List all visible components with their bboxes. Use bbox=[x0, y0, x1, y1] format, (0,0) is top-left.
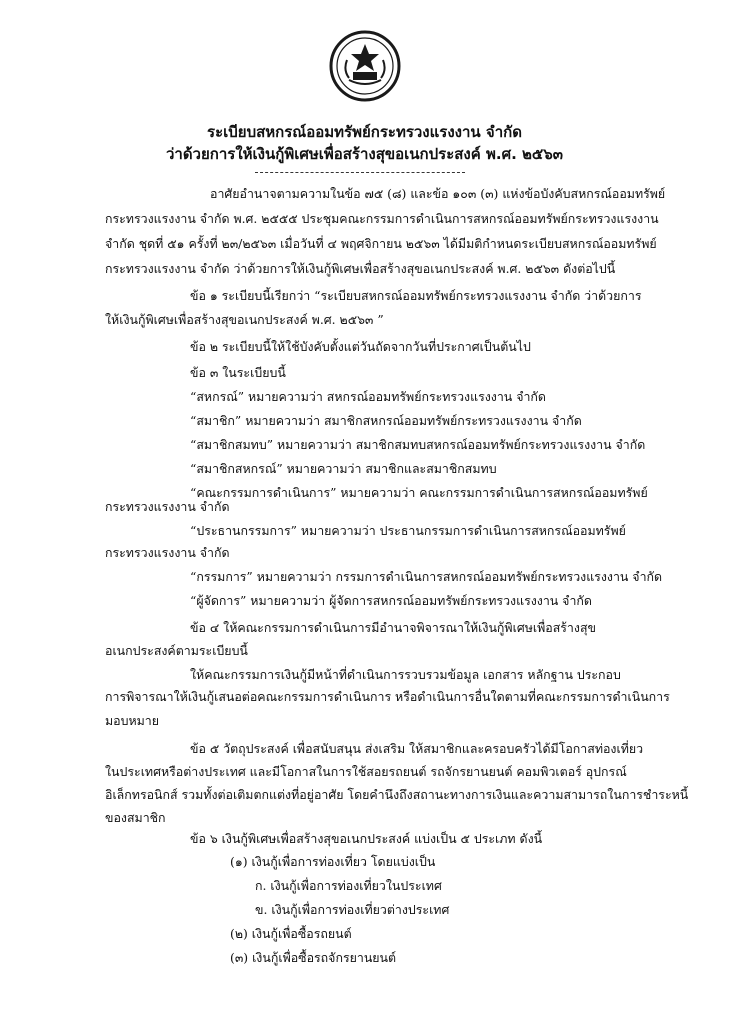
clause-4-line: ให้คณะกรรมการเงินกู้มีหน้าที่ดำเนินการรวบรวมข้อมูล เอกสาร หลักฐาน ประกอบ bbox=[190, 667, 621, 682]
clause-5-line: อิเล็กทรอนิกส์ รวมทั้งต่อเติมตกแต่งที่อยู่อาศัย โดยคำนึงถึงสถานะทางการเงินและความสามารถในการชำระหนี้ bbox=[105, 787, 689, 802]
definition-line: “คณะกรรมการดำเนินการ” หมายความว่า คณะกรรมการดำเนินการสหกรณ์ออมทรัพย์ bbox=[190, 485, 648, 500]
clause-6-heading: ข้อ ๖ เงินกู้พิเศษเพื่อสร้างสุขอเนกประสงค์ แบ่งเป็น ๕ ประเภท ดังนี้ bbox=[190, 831, 543, 846]
page-subtitle: ว่าด้วยการให้เงินกู้พิเศษเพื่อสร้างสุขอเนกประสงค์ พ.ศ. ๒๕๖๓ bbox=[165, 145, 564, 163]
clause-5-line: ของสมาชิก bbox=[105, 810, 166, 825]
clause-2-line: ข้อ ๒ ระเบียบนี้ให้ใช้บังคับตั้งแต่วันถัดจากวันที่ประกาศเป็นต้นไป bbox=[190, 339, 531, 354]
definition-line: “สหกรณ์” หมายความว่า สหกรณ์ออมทรัพย์กระทรวงแรงงาน จำกัด bbox=[190, 389, 546, 404]
clause-4-line: อเนกประสงค์ตามระเบียบนี้ bbox=[105, 643, 248, 658]
clause-6-item: (๓) เงินกู้เพื่อซื้อรถจักรยานยนต์ bbox=[230, 950, 397, 965]
clause-6-subitem: ก. เงินกู้เพื่อการท่องเที่ยวในประเทศ bbox=[255, 878, 442, 893]
clause-6-item: (๑) เงินกู้เพื่อการท่องเที่ยว โดยแบ่งเป็น bbox=[230, 854, 436, 869]
title-divider bbox=[255, 172, 465, 173]
clause-1-line: ข้อ ๑ ระเบียบนี้เรียกว่า “ระเบียบสหกรณ์ออมทรัพย์กระทรวงแรงงาน จำกัด ว่าด้วยการ bbox=[190, 288, 642, 303]
clause-5-line: ในประเทศหรือต่างประเทศ และมีโอกาสในการใช้สอยรถยนต์ รถจักรยานยนต์ คอมพิวเตอร์ อุปกรณ์ bbox=[105, 764, 627, 779]
clause-5-line: ข้อ ๕ วัตถุประสงค์ เพื่อสนับสนุน ส่งเสริม ให้สมาชิกและครอบครัวได้มีโอกาสท่องเที่ยว bbox=[190, 741, 644, 756]
definition-line: “สมาชิก” หมายความว่า สมาชิกสหกรณ์ออมทรัพย์กระทรวงแรงงาน จำกัด bbox=[190, 413, 582, 428]
page-title: ระเบียบสหกรณ์ออมทรัพย์กระทรวงแรงงาน จำกัด bbox=[207, 123, 522, 141]
preamble-line: อาศัยอำนาจตามความในข้อ ๗๕ (๘) และข้อ ๑๐๓ (๓) แห่งข้อบังคับสหกรณ์ออมทรัพย์ bbox=[210, 186, 666, 201]
clause-4-line: มอบหมาย bbox=[105, 713, 160, 728]
definition-line: กระทรวงแรงงาน จำกัด bbox=[105, 499, 230, 514]
definition-line: “ประธานกรรมการ” หมายความว่า ประธานกรรมการดำเนินการสหกรณ์ออมทรัพย์ bbox=[190, 523, 626, 538]
clause-6-subitem: ข. เงินกู้เพื่อการท่องเที่ยวต่างประเทศ bbox=[255, 902, 450, 917]
cooperative-seal-icon bbox=[329, 30, 401, 102]
preamble-line: กระทรวงแรงงาน จำกัด ว่าด้วยการให้เงินกู้พิเศษเพื่อสร้างสุขอเนกประสงค์ พ.ศ. ๒๕๖๓ ดังต่อไปนี้ bbox=[105, 261, 616, 276]
preamble-line: กระทรวงแรงงาน จำกัด พ.ศ. ๒๕๕๕ ประชุมคณะกรรมการดำเนินการสหกรณ์ออมทรัพย์กระทรวงแรงงาน bbox=[105, 211, 659, 226]
definition-line: “สมาชิกสมทบ” หมายความว่า สมาชิกสมทบสหกรณ์ออมทรัพย์กระทรวงแรงงาน จำกัด bbox=[190, 437, 646, 452]
definition-line: “ผู้จัดการ” หมายความว่า ผู้จัดการสหกรณ์ออมทรัพย์กระทรวงแรงงาน จำกัด bbox=[190, 593, 592, 608]
clause-1-line: ให้เงินกู้พิเศษเพื่อสร้างสุขอเนกประสงค์ พ.ศ. ๒๕๖๓ ” bbox=[105, 312, 384, 327]
clause-4-line: ข้อ ๔ ให้คณะกรรมการดำเนินการมีอำนาจพิจารณาให้เงินกู้พิเศษเพื่อสร้างสุข bbox=[190, 620, 596, 635]
clause-6-item: (๒) เงินกู้เพื่อซื้อรถยนต์ bbox=[230, 926, 352, 941]
clause-3-heading: ข้อ ๓ ในระเบียบนี้ bbox=[190, 365, 286, 380]
definition-line: กระทรวงแรงงาน จำกัด bbox=[105, 545, 230, 560]
clause-4-line: การพิจารณาให้เงินกู้เสนอต่อคณะกรรมการดำเนินการ หรือดำเนินการอื่นใดตามที่คณะกรรมการดำเนินการ bbox=[105, 689, 670, 704]
definition-line: “สมาชิกสหกรณ์” หมายความว่า สมาชิกและสมาชิกสมทบ bbox=[190, 461, 497, 476]
definition-line: “กรรมการ” หมายความว่า กรรมการดำเนินการสหกรณ์ออมทรัพย์กระทรวงแรงงาน จำกัด bbox=[190, 569, 663, 584]
preamble-line: จำกัด ชุดที่ ๕๑ ครั้งที่ ๒๓/๒๕๖๓ เมื่อวันที่ ๔ พฤศจิกายน ๒๕๖๓ ได้มีมติกำหนดระเบียบสหกรณ์ออมทรัพย์ bbox=[105, 236, 657, 251]
